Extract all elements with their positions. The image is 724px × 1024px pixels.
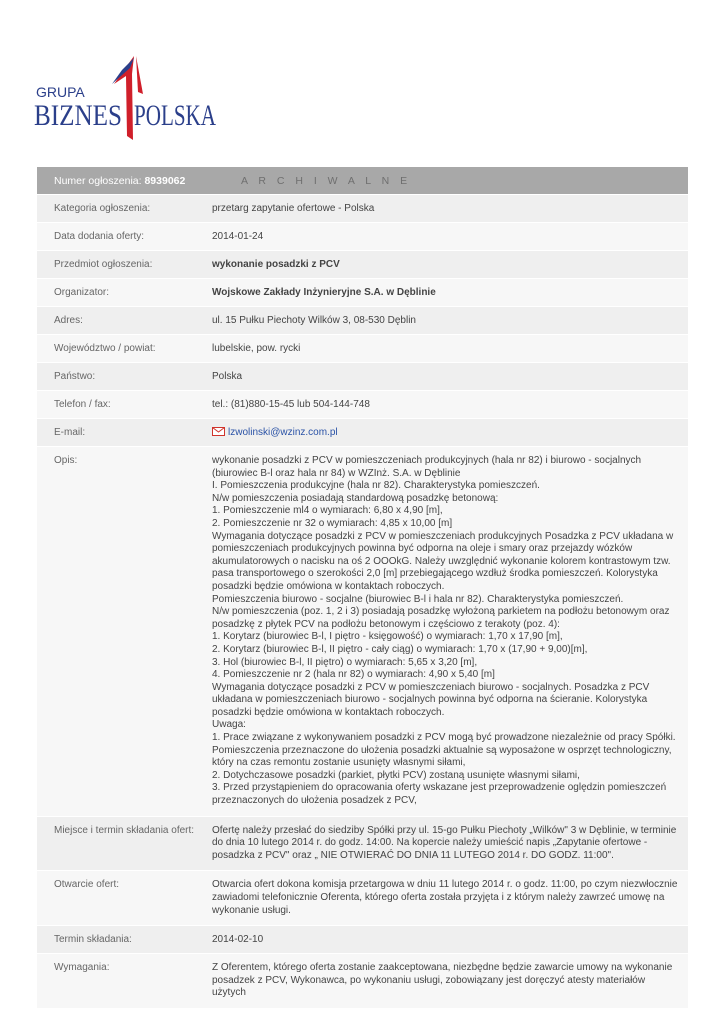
row-value: Wojskowe Zakłady Inżynieryjne S.A. w Dęblinie [212,279,688,306]
text-line: 2. Pomieszczenie nr 32 o wymiarach: 4,85 x 10,00 [m] [212,517,453,529]
text-line: Pomieszczenia przeznaczone do ułożenia posadzki aktualnie są wyposażone w osprzęt technologiczny, [212,744,672,756]
text-line: Wymagania dotyczące posadzki z PCV w pomieszczeniach biurowo - socjalnych. Posadzka z PCV [212,681,650,693]
text-line: akumulatorowych o nacisku na oś 2 OOOkG. Należy uwzględnić wykonanie kolorem kontrastowym tzw. [212,555,671,567]
text-line: pasa transportowego o szerokości 2,0 [m] przebiegającego wzdłuż środka pomieszczeń. Kolorystyka [212,568,658,580]
text-line: wykonanie usługi. [212,904,291,916]
row-label: Kategoria ogłoszenia: [37,195,212,222]
row-value: 2014-01-24 [212,223,688,250]
row-value-miejsce [212,817,688,871]
text-line: 3. Przed przystąpieniem do opracowania oferty wskazane jest przeprowadzenie oględzin pomieszczeń [212,782,667,794]
row-label: Opis: [37,447,212,816]
text-line: zawiadomi telefonicznie Oferenta, którego oferta została przyjęta i z którym należy zawrzeć umowę na [212,892,665,903]
row-przedmiot [37,250,688,278]
row-miejsce [37,816,688,871]
row-wojewodztwo [37,334,688,362]
text-line: (biurowiec B-l oraz hala nr 84) w WZInż. S.A. w Dęblinie [212,467,461,479]
logo-biznes: BIZNES [34,99,122,132]
row-kategoria [37,194,688,222]
text-line: 2. Dotychczasowe posadzki (parkiet, płytki PCV) zostaną usunięte własnymi siłami, [212,769,580,781]
text-line: posadzka z PCV" oraz „ NIE OTWIERAĆ DO DNIA 11 LUTEGO 2014 r. DO GODZ. 11:00". [212,849,614,861]
listing-header [37,167,688,194]
row-value-otwarcie [212,871,688,925]
row-label: Data dodania oferty: [37,223,212,250]
text-line: który na czas remontu zostanie usunięty własnymi siłami, [212,757,466,769]
logo-red-stroke [136,56,143,94]
text-line: przeznaczonych do ułożenia posadzek z PCV, [212,795,417,807]
text-line: 2. Korytarz (biurowiec B-l, II piętro - cały ciąg) o wymiarach: 1,70 x (17,90 + 9,00)[m], [212,643,588,655]
text-line: pomieszczeniach produkcyjnych powinna być odporna na oleje i smary oraz przejazdy wózków [212,543,633,555]
text-line: Ofertę należy przesłać do siedziby Spółki przy ul. 15-go Pułku Piechoty „Wilków" 3 w Dęblinie, w terminie [212,824,677,836]
text-line: posadzkę z płytek PCV na podłożu betonowym i częściowo z terakoty (poz. 4): [212,618,560,630]
logo-graphic [30,54,220,144]
row-label: Województwo / powiat: [37,335,212,362]
text-line: Uwaga: [212,719,246,731]
row-label: Organizator: [37,279,212,306]
row-termin [37,925,688,953]
row-label: Przedmiot ogłoszenia: [37,251,212,278]
row-value: przetarg zapytanie ofertowe - Polska [212,195,688,222]
text-line: Pomieszczenia biurowo - socjalne (biurowiec B-l i hala nr 82). Charakterystyka pomieszczeń. [212,593,624,605]
row-label: Adres: [37,307,212,334]
text-line: 4. Pomieszczenie nr 2 (hala nr 82) o wymiarach: 4,90 x 5,40 [m] [212,669,495,681]
row-panstwo [37,362,688,390]
row-telefon [37,390,688,418]
grupa-biznes-polska-logo[interactable] [30,54,220,144]
row-label: Miejsce i termin składania ofert: [37,817,212,871]
row-organizator [37,278,688,306]
row-value: wykonanie posadzki z PCV [212,251,688,278]
row-value: Polska [212,363,688,390]
email-link[interactable]: lzwolinski@wzinz.com.pl [228,427,338,438]
listing-number [37,175,229,187]
row-label: Telefon / fax: [37,391,212,418]
row-label: Otwarcie ofert: [37,871,212,925]
text-line: 1. Prace związane z wykonywaniem posadzki z PCV mogą być prowadzone niezależnie od pracy Spółki. [212,732,676,744]
logo-polska: POLSKA [134,99,217,132]
row-value [212,419,688,446]
row-value: 2014-02-10 [212,926,688,953]
text-line: N/w pomieszczenia (poz. 1, 2 i 3) posiadają posadzkę wyłożoną parkietem na podłożu betonowym oraz [212,606,670,618]
text-line: posadzki będzie omówiona w kontaktach roboczych. [212,706,445,718]
logo-grupa: GRUPA [36,84,85,100]
row-otwarcie [37,870,688,925]
text-line: N/w pomieszczenia posiadają standardową posadzkę betonową: [212,492,499,504]
text-line: Wymagania dotyczące posadzki z PCV w pomieszczeniach produkcyjnych Posadzka z PCV układana w [212,530,674,542]
row-data-dodania [37,222,688,250]
text-line: 1. Pomieszczenie ml4 o wymiarach: 6,80 x 4,90 [m], [212,505,443,517]
text-line: 1. Korytarz (biurowiec B-l, I piętro - księgowość) o wymiarach: 1,70 x 17,90 [m], [212,631,563,643]
text-line: posadzki będzie omówiona w kontaktach roboczych. [212,580,445,592]
row-value: lubelskie, pow. rycki [212,335,688,362]
text-line: Otwarcia ofert dokona komisja przetargowa w dniu 11 lutego 2014 r. o godz. 11:00, po czym niezwłocznie [212,879,678,891]
text-line: 3. Hol (biurowiec B-l, II piętro) o wymiarach: 5,65 x 3,20 [m], [212,656,478,668]
text-line: wykonanie posadzki z PCV w pomieszczeniach produkcyjnych (hala nr 82) i biurowo - socjalnych [212,455,642,466]
row-value-opis [212,447,688,816]
text-line: układana w pomieszczeniach biurowo - socjalnych powinna być odporna na ścieranie. Kolorystyka [212,694,648,706]
row-email [37,418,688,446]
text-line: Z Oferentem, którego oferta zostanie zaakceptowana, niezbędne będzie zawarcie umowy na wykonanie [212,962,673,974]
row-value: tel.: (81)880-15-45 lub 504-144-748 [212,391,688,418]
listing-table [37,167,688,1008]
row-value-wymagania [212,954,688,1008]
text-line: posadzek z PCV, Wykonawca, po wykonaniu usługi, zobowiązany jest doręczyć atesty materiałów użytych [212,974,646,999]
row-label: E-mail: [37,419,212,446]
row-adres [37,306,688,334]
row-opis [37,446,688,816]
row-value: ul. 15 Pułku Piechoty Wilków 3, 08-530 Dęblin [212,307,688,334]
row-label: Termin składania: [37,926,212,953]
row-wymagania [37,953,688,1008]
envelope-icon [212,427,225,439]
listing-number-label: Numer ogłoszenia: [54,174,142,187]
row-label: Wymagania: [37,954,212,1008]
archive-status: A R C H I W A L N E [241,174,412,187]
row-label: Państwo: [37,363,212,390]
text-line: do dnia 10 lutego 2014 r. do godz. 14:00. Na kopercie należy umieścić napis „Zapytanie ofertowe - [212,837,648,849]
listing-number-value: 8939062 [144,174,186,187]
text-line: I. Pomieszczenia produkcyjne (hala nr 82). Charakterystyka pomieszczeń. [212,480,540,492]
